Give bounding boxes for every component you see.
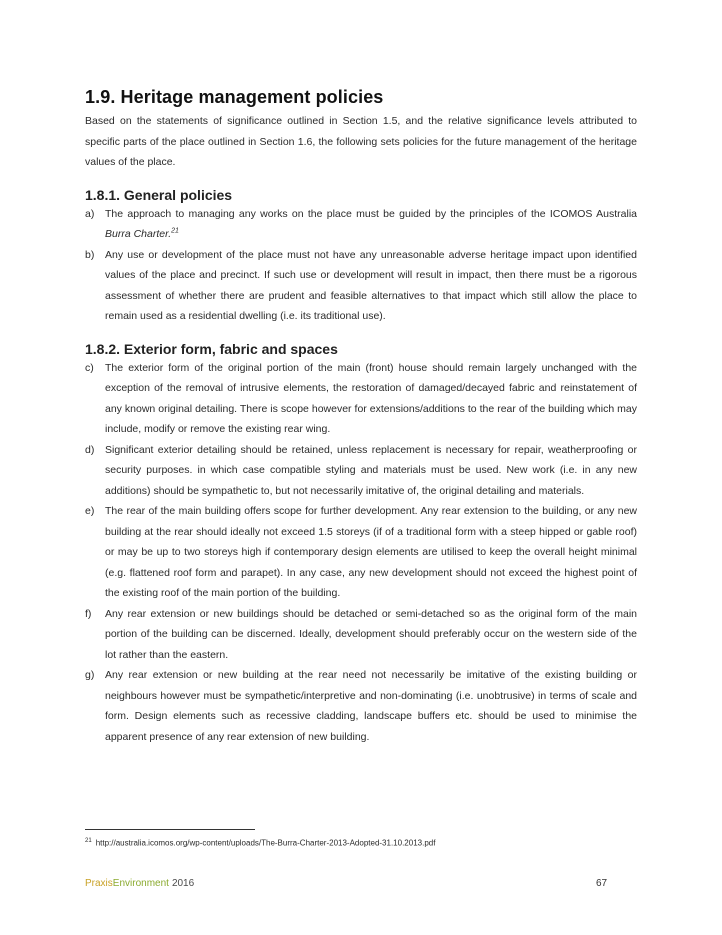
footnote-number: 21 — [85, 838, 92, 844]
policy-item-c — [85, 358, 637, 440]
footnote-reference[interactable]: 21 — [171, 227, 179, 235]
policy-letter: g) — [85, 669, 95, 681]
policy-item-e — [85, 501, 637, 604]
exterior-policies-heading: 1.8.2. Exterior form, fabric and spaces — [85, 340, 338, 357]
policy-item-f — [85, 604, 637, 666]
footnote-url[interactable]: http://australia.icomos.org/wp-content/uploads/The-Burra-Charter-2013-Adopted-31.10.2013.pdf — [95, 838, 436, 848]
section-title: 1.9. Heritage management policies — [85, 87, 384, 107]
policy-text: The rear of the main building offers scope for further development. Any rear extension to the building, or any new building at the rear should ideally not exceed 1.5 storeys (if of a traditional form with a steep hipped or gable roof) or may be up to two storeys high if contemporary design elements are utilised to keep the overall height minimal (e.g. flattened roof form and parapet). In any case, any new development should not exceed the highest point of the existing roof of the main portion of the building. — [105, 505, 637, 599]
brand-name-environment: Environment — [112, 878, 169, 889]
policy-letter: d) — [85, 443, 95, 456]
policy-letter: a) — [85, 207, 95, 220]
policy-item-b — [85, 245, 637, 327]
exterior-policies-list — [85, 358, 637, 748]
policy-item-g — [85, 665, 637, 747]
footer-brand — [85, 878, 194, 889]
brand-name-praxis: Praxis — [85, 878, 113, 889]
general-policies-list — [85, 204, 637, 327]
policy-text: Any rear extension or new building at the rear need not necessarily be imitative of the existing building or neighbours however must be sympathetic/interpretive and non-dominating (i.e. unobtrusive) in terms of scale and form. Design elements such as recessive cladding, landscape buffers etc. should be used to minimise the apparent presence of any rear extension of new building. — [105, 669, 637, 743]
policy-text: Significant exterior detailing should be retained, unless replacement is necessary for repair, weatherproofing or security purposes. in which case compatible styling and materials must be used. New work (i.e. in any new additions) should be sympathetic to, but not necessarily imitative of, the original detailing and materials. — [105, 443, 637, 497]
policy-text: The exterior form of the original portion of the main (front) house should remain largely unchanged with the exception of the removal of intrusive elements, the restoration of damaged/decayed fabric and reinstatement of any known original detailing. There is scope however for extensions/additions to the rear of the building which may include, modify or remove the existing rear wing. — [105, 361, 637, 435]
main-content — [85, 86, 637, 747]
policy-text: The approach to managing any works on the place must be guided by the principles of the ICOMOS Australia — [105, 207, 637, 220]
policy-item-d — [85, 440, 637, 502]
general-policies-heading: 1.8.1. General policies — [85, 186, 233, 203]
policy-text: Any rear extension or new buildings should be detached or semi-detached so as the original form of the main portion of the building can be discerned. Ideally, development should preferably occur on the western side of the lot rather than the eastern. — [105, 607, 637, 661]
intro-paragraph: Based on the statements of significance outlined in Section 1.5, and the relative significance levels attributed to specific parts of the place outlined in Section 1.6, the following sets policies for the future management of the heritage values of the place. — [85, 115, 637, 168]
policy-letter: f) — [85, 607, 92, 620]
footnote-divider — [85, 829, 255, 830]
policy-letter: e) — [85, 505, 95, 517]
burra-charter-title: Burra Charter. — [105, 228, 172, 240]
footnote — [85, 838, 435, 848]
policy-text: Any use or development of the place must not have any unreasonable adverse heritage impact upon identified values of the place and precinct. If such use or development will result in impact, then there must be a rigorous assessment of whether there are prudent and feasible alternatives to that impact which still allow the place to remain used as a residential dwelling (i.e. its traditional use). — [105, 248, 637, 322]
footer-year: 2016 — [171, 878, 195, 889]
policy-letter: b) — [85, 248, 95, 261]
page-number: 67 — [596, 878, 608, 889]
policy-item-a — [85, 204, 637, 245]
policy-letter: c) — [85, 361, 94, 374]
